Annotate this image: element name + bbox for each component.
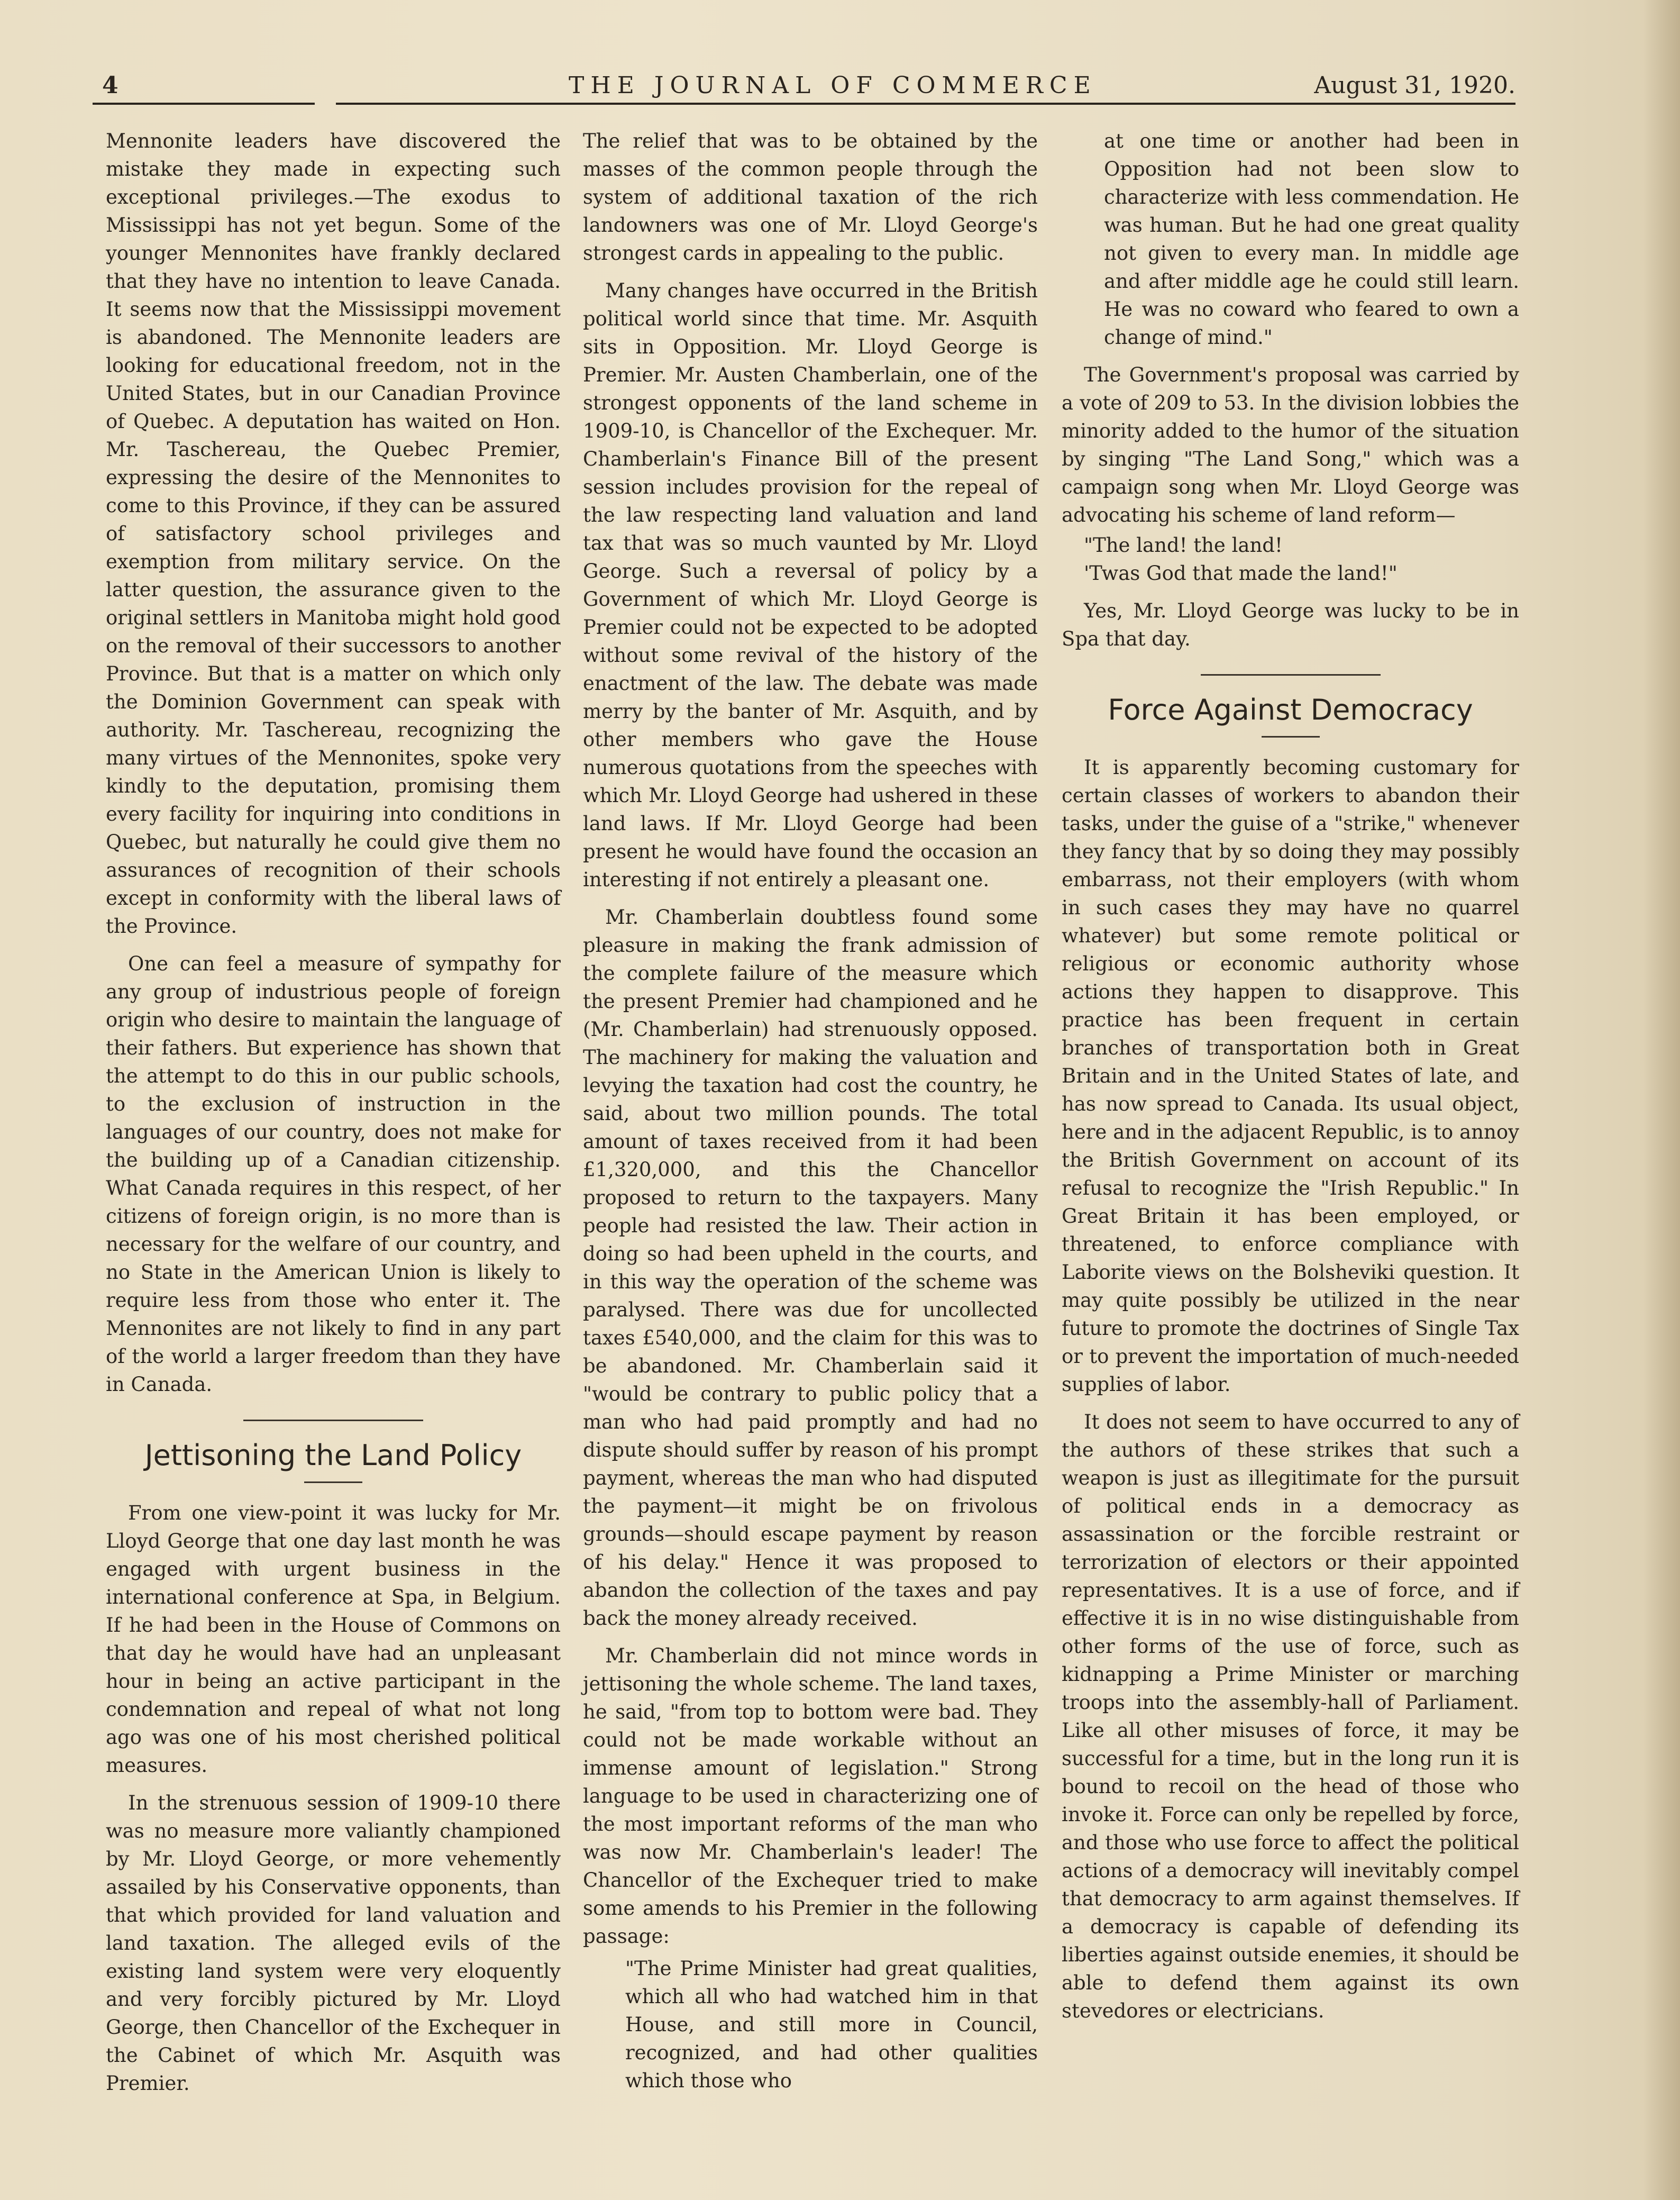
headline-underline — [1262, 736, 1320, 738]
article-paragraph: It does not seem to have occurred to any of the authors of these strikes that such a weapon is just as illegitimate for the pursuit of political ends in a democracy as assassination or the forcible restraint or terrorization of electors or their appointed representatives. It is a use of force, and if effective it is in no wise distinguishable from other forms of the use of force, such as kidnapping a Prime Minister or marching troops into the assembly-hall of Parliament. Like all other misuses of force, it may be successful for a time, but in the long run it is bound to recoil on the head of those who invoke it. Force can only be repelled by force, and those who use force to affect the political actions of a democracy will inevitably compel that democracy to arm against themselves. If a democracy is capable of defending its liberties against outside enemies, it should be able to defend them against its own stevedores or electricians. — [1062, 1411, 1519, 2022]
article-paragraph: The relief that was to be obtained by the masses of the common people through the system of additional taxation of the rich landowners was one of Mr. Lloyd George's strongest cards in appealing to the public. — [583, 130, 1038, 265]
page-header — [82, 72, 1515, 109]
article-paragraph: Mr. Chamberlain did not mince words in jettisoning the whole scheme. The land taxes, he said, "from top to bottom were bad. They could not be made workable without an immense amount of legislation." Strong language to be used in characterizing one of the most important reforms of the man who was now Mr. Chamberlain's leader! The Chancellor of the Exchequer tried to make some amends to his Premier in the following passage: — [583, 1644, 1038, 1948]
issue-date: August 31, 1920. — [1314, 72, 1515, 99]
header-rule-left — [93, 103, 315, 105]
article-paragraph: In the strenuous session of 1909-10 there was no measure more valiantly championed by Mr. Lloyd George, or more vehemently assailed by his Conservative opponents, than that which provided for land valuation and land taxation. The alleged evils of the existing land system were very eloquently and very forcibly pictured by Mr. Lloyd George, then Chancellor of the Exchequer in the Cabinet of which Mr. Asquith was Premier. — [106, 1792, 561, 2095]
block-quote: "The Prime Minister had great qualities, which all who had watched him in that House, and still more in Council, recognized, and had other qualities which those who — [625, 1957, 1038, 2092]
article-paragraph: Many changes have occurred in the British political world since that time. Mr. Asquith sits in Opposition. Mr. Lloyd George is Premier. Mr. Austen Chamberlain, one of the strongest opponents of the land scheme in 1909-10, is Chancellor of the Exchequer. Mr. Chamberlain's Finance Bill of the present session includes provision for the repeal of the law respecting land valuation and land tax that was so much vaunted by Mr. Lloyd George. Such a reversal of policy by a Government of which Mr. Lloyd George is Premier could not be expected to be adopted without some revival of the history of the enactment of the law. The debate was made merry by the banter of Mr. Asquith, and by other members who gave the House numerous quotations from the speeches with which Mr. Lloyd George had ushered in these land laws. If Mr. Lloyd George had been present he would have found the occasion an interesting if not entirely a pleasant one. — [583, 279, 1038, 891]
article-paragraph: It is apparently becoming customary for certain classes of workers to abandon their tasks, under the guise of a "strike," whenever they fancy that by so doing they may possibly embarrass, not their employers (with whom in such cases they may have no quarrel whatever) but some remote political or religious or economic authority whose actions they happen to disapprove. This practice has been frequent in certain branches of transportation both in Great Britain and in the United States of late, and has now spread to Canada. Its usual object, here and in the adjacent Republic, is to annoy the British Government on account of its refusal to recognize the "Irish Republic." In Great Britain it has been employed, or threatened, to enforce compliance with Laborite views on the Bolsheviki question. It may quite possibly be utilized in the near future to promote the doctrines of Single Tax or to prevent the importation of much-needed supplies of labor. — [1062, 756, 1519, 1396]
article-paragraph: Yes, Mr. Lloyd George was lucky to be in Spa that day. — [1062, 599, 1519, 650]
verse-line: "The land! the land! — [1084, 534, 1283, 557]
section-divider — [1201, 674, 1381, 676]
column-2 — [583, 127, 1038, 2099]
article-paragraph: Mennonite leaders have discovered the mistake they made in expecting such exceptional privileges.—The exodus to Mississippi has not yet begun. Some of the younger Mennonites have frankly declared that they have no intention to leave Canada. It seems now that the Mississippi movement is abandoned. The Mennonite leaders are looking for educational freedom, not in the United States, but in our Canadian Province of Quebec. A deputation has waited on Hon. Mr. Taschereau, the Quebec Premier, expressing the desire of the Mennonites to come to this Province, if they can be assured of satisfactory school privileges and exemption from military service. On the latter question, the assurance given to the original settlers in Manitoba might hold good on the removal of their successors to another Province. But that is a matter on which only the Dominion Government can speak with authority. Mr. Taschereau, recognizing the many virtues of the Mennonites, spoke very kindly to the deputation, promising them every facility for inquiring into conditions in Quebec, but naturally he could give them no assurances of recognition of their schools except in conformity with the liberal laws of the Province. — [106, 130, 561, 938]
headline-underline — [304, 1481, 362, 1483]
article-paragraph: The Government's proposal was carried by a vote of 209 to 53. In the division lobbies the minority added to the humor of the situation by singing "The Land Song," which was a campaign song when Mr. Lloyd George was advocating his scheme of land reform— — [1062, 363, 1519, 526]
block-quote-continued: at one time or another had been in Opposition had not been slow to characterize with less commendation. He was human. But he had one great quality not given to every man. In middle age and after middle age he could still learn. He was no coward who feared to own a change of mind." — [1104, 130, 1519, 349]
article-paragraph: One can feel a measure of sympathy for any group of industrious people of foreign origin who desire to maintain the language of their fathers. But experience has shown that the attempt to do this in our public schools, to the exclusion of instruction in the languages of our country, does not make for the building up of a Canadian citizenship. What Canada requires in this respect, of her citizens of foreign origin, is no more than is necessary for the welfare of our country, and no State in the American Union is likely to require less from those who enter it. The Mennonites are not likely to find in any part of the world a larger freedom than they have in Canada. — [106, 952, 561, 1396]
page-edge-shadow — [1643, 0, 1680, 2200]
article-paragraph: Mr. Chamberlain doubtless found some pleasure in making the frank admission of the complete failure of the measure which the present Premier had championed and he (Mr. Chamberlain) had strenuously opposed. The machinery for making the valuation and levying the taxation had cost the country, he said, about two million pounds. The total amount of taxes received from it had been £1,320,000, and this the Chancellor proposed to return to the taxpayers. Many people had resisted the law. Their action in doing so had been upheld in the courts, and in this way the operation of the scheme was paralysed. There was due for uncollected taxes £540,000, and the claim for this was to be abandoned. Mr. Chamberlain said it "would be contrary to public policy that a man who had paid promptly and had no dispute should suffer by reason of his prompt payment, whereas the man who had disputed the payment—it might be on frivolous grounds—should escape payment by reason of his delay." Hence it was proposed to abandon the collection of the taxes and pay back the money already received. — [583, 906, 1038, 1630]
headline-jettisoning-land-policy: Jettisoning the Land Policy — [144, 1439, 522, 1472]
article-paragraph: From one view-point it was lucky for Mr. Lloyd George that one day last month he was engaged with urgent business in the international conference at Spa, in Belgium. If he had been in the House of Commons on that day he would have had an unpleasant hour in being an active participant in the condemnation and repeal of what not long ago was one of his most cherished political measures. — [106, 1502, 561, 1777]
verse-line: 'Twas God that made the land!" — [1084, 562, 1398, 585]
section-divider — [243, 1420, 423, 1421]
header-rule-right — [336, 103, 1515, 105]
masthead: THE JOURNAL OF COMMERCE — [569, 72, 1097, 99]
headline-force-against-democracy: Force Against Democracy — [1108, 693, 1473, 726]
page-number: 4 — [102, 72, 118, 99]
column-3 — [1062, 127, 1519, 2025]
column-1 — [106, 127, 561, 2097]
